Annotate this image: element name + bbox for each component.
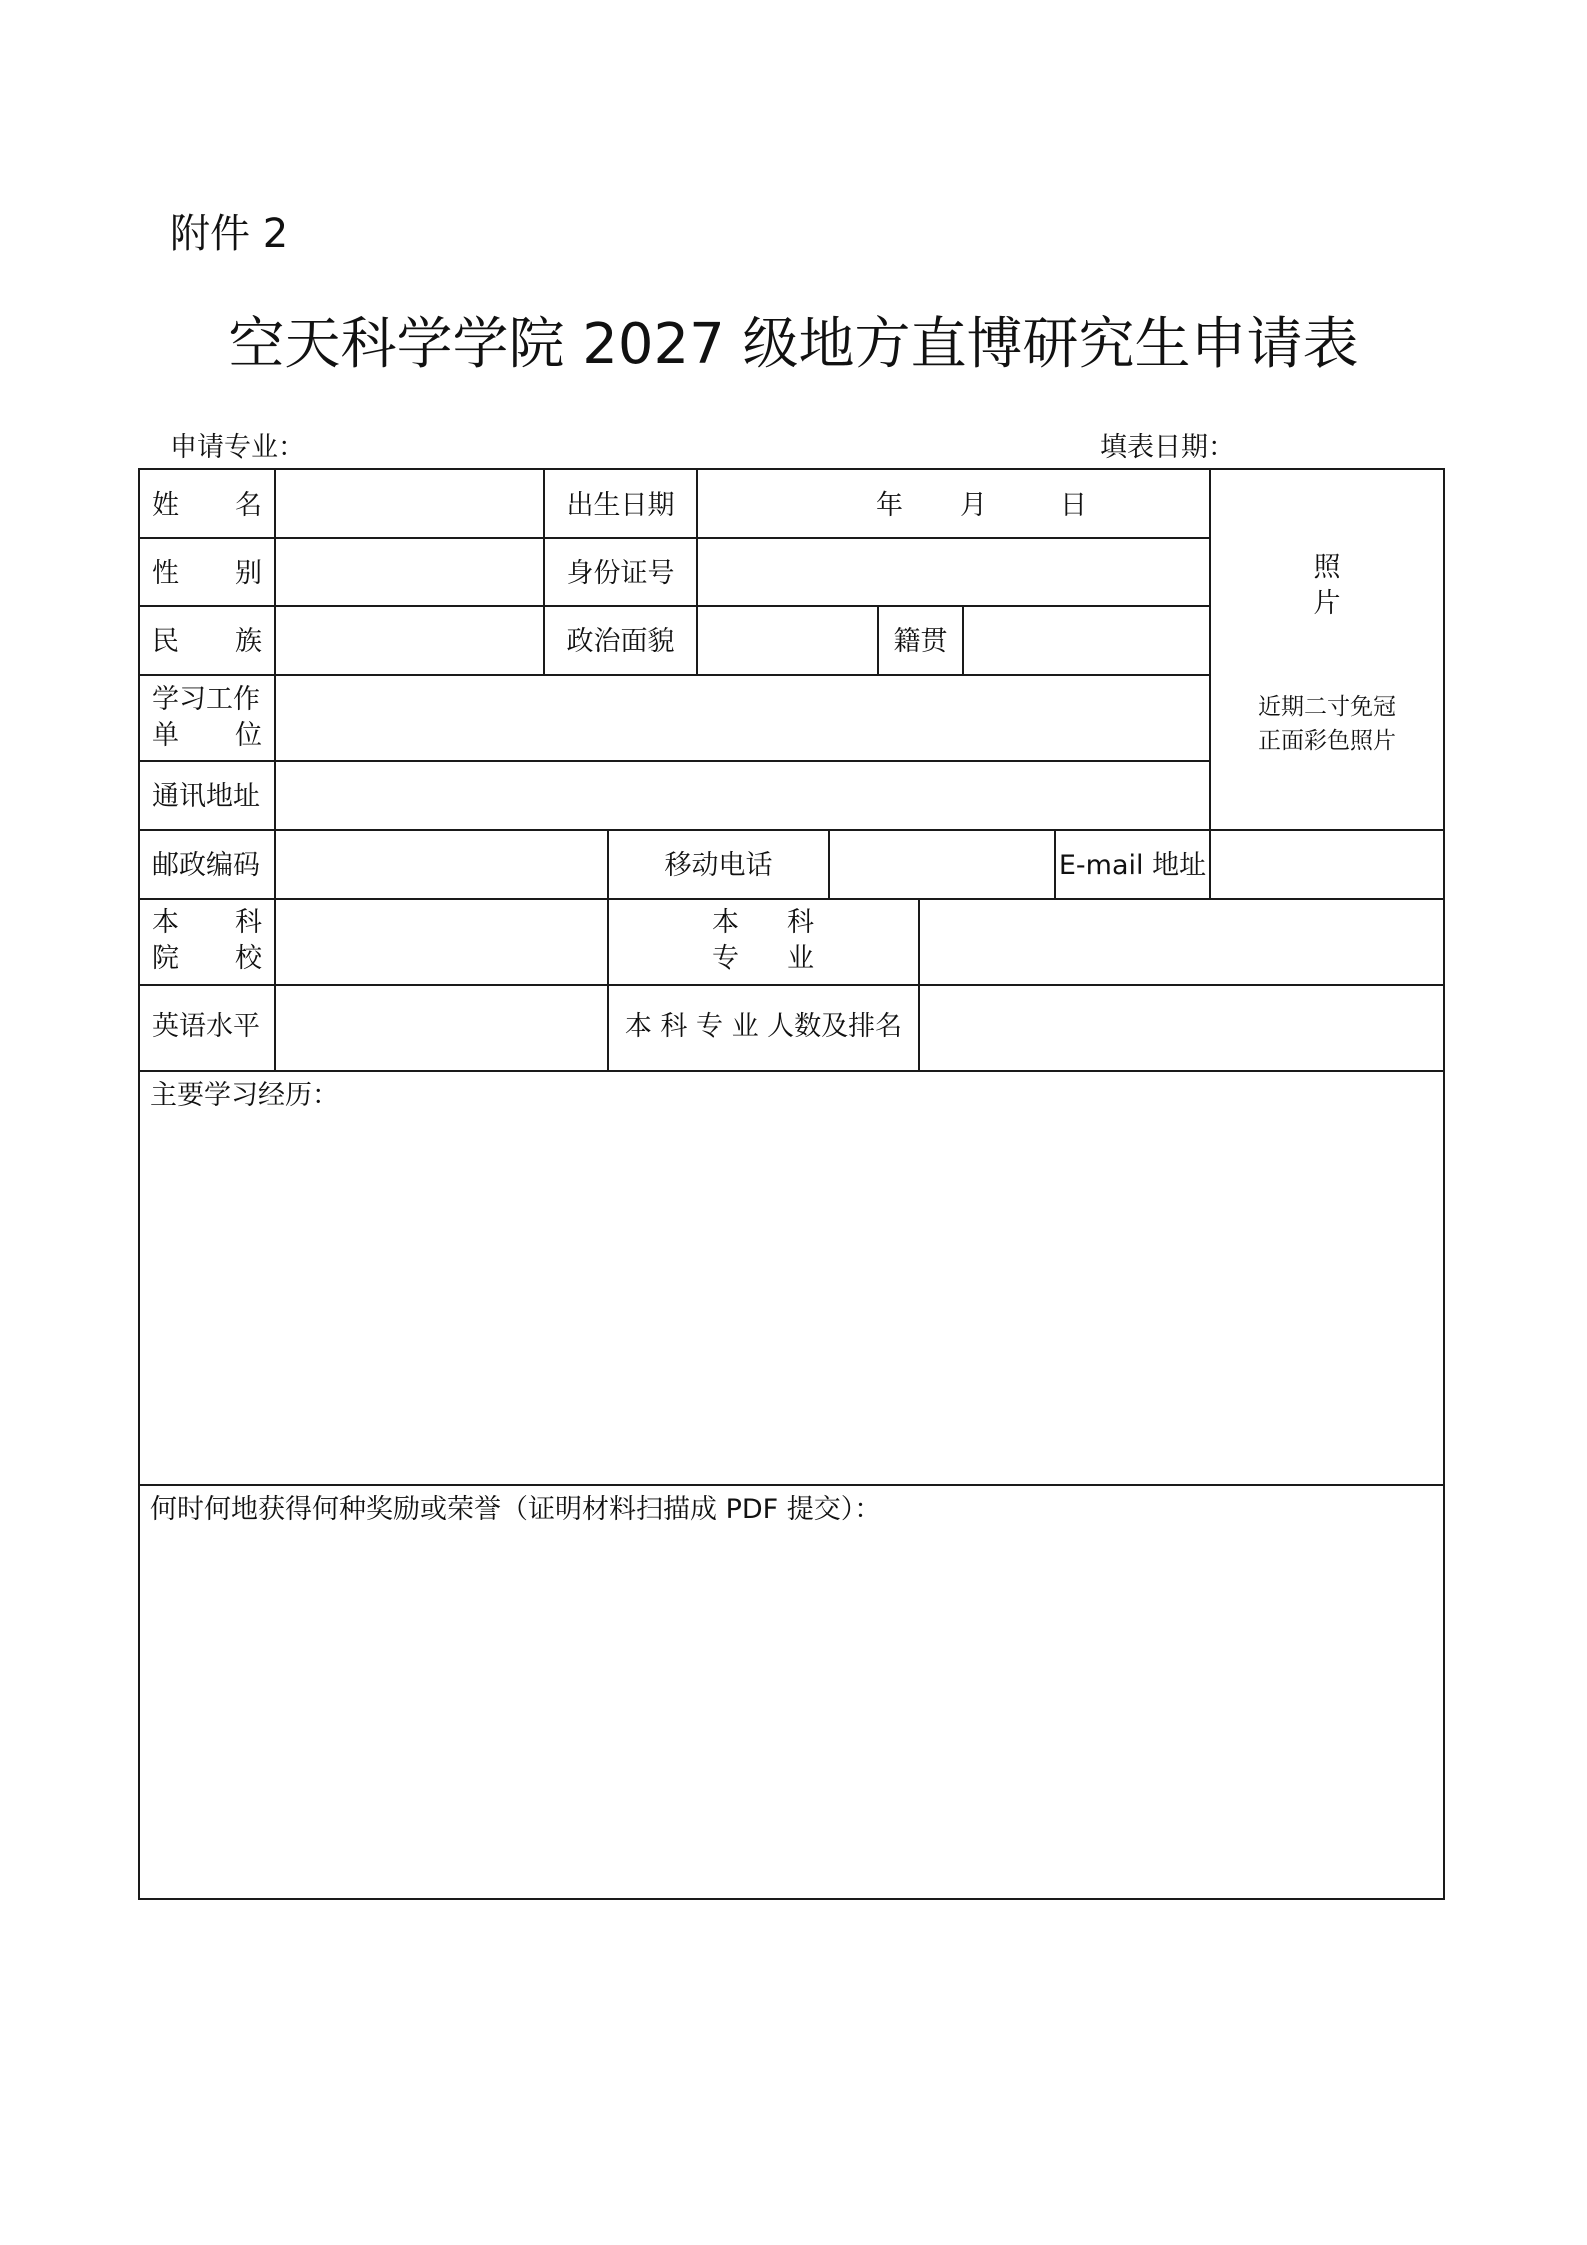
table-line — [138, 1070, 1445, 1072]
ethnicity-label: 民 族 — [152, 626, 262, 657]
ethnicity-field[interactable] — [276, 607, 543, 674]
workplace-field[interactable] — [276, 676, 1209, 760]
major-ranking-field[interactable] — [920, 986, 1443, 1070]
ug-major-label: 本 科 专 业 — [712, 907, 814, 974]
native-place-label: 籍贯 — [893, 626, 948, 657]
mobile-field[interactable] — [830, 831, 1054, 898]
date-month-label: 月 — [960, 490, 987, 521]
political-status-label: 政治面貌 — [566, 626, 675, 657]
english-level-field[interactable] — [276, 986, 607, 1070]
email-field[interactable] — [1211, 831, 1443, 898]
gender-label: 性 别 — [152, 558, 262, 589]
ug-school-field[interactable] — [276, 900, 607, 984]
email-label: E-mail 地址 — [1058, 850, 1207, 881]
study-history-label: 主要学习经历： — [150, 1080, 339, 1111]
date-day-label: 日 — [1060, 490, 1087, 521]
table-line — [138, 1898, 1445, 1900]
address-label: 通讯地址 — [152, 781, 260, 812]
birth-date-label: 出生日期 — [566, 490, 675, 521]
ug-school-label: 本 科 院 校 — [152, 907, 262, 974]
photo-placeholder: 照 片 — [1313, 552, 1341, 619]
ug-major-field[interactable] — [920, 900, 1443, 984]
name-field[interactable] — [276, 470, 543, 537]
apply-major-label: 申请专业： — [170, 432, 305, 463]
study-history-field[interactable] — [140, 1120, 1442, 1482]
address-field[interactable] — [276, 762, 1209, 829]
page-title: 空天科学学院 2027 级地方直博研究生申请表 — [228, 312, 1359, 377]
attachment-label: 附件 2 — [170, 211, 289, 257]
name-label: 姓 名 — [152, 490, 262, 521]
gender-field[interactable] — [276, 539, 543, 605]
postal-code-label: 邮政编码 — [152, 850, 260, 881]
awards-field[interactable] — [140, 1535, 1442, 1896]
birth-date-field[interactable] — [698, 470, 1209, 537]
political-status-field[interactable] — [698, 607, 877, 674]
postal-code-field[interactable] — [276, 831, 607, 898]
id-number-field[interactable] — [698, 539, 1209, 605]
photo-note: 近期二寸免冠 正面彩色照片 — [1258, 694, 1396, 754]
fill-date-label: 填表日期： — [1100, 432, 1235, 463]
major-ranking-label: 本 科 专 业 人数及排名 — [624, 1011, 903, 1042]
workplace-label: 学习工作 单 位 — [152, 684, 262, 751]
id-number-label: 身份证号 — [566, 558, 675, 589]
mobile-label: 移动电话 — [664, 850, 773, 881]
awards-label: 何时何地获得何种奖励或荣誉（证明材料扫描成 PDF 提交）： — [150, 1494, 882, 1525]
table-line — [1443, 468, 1445, 1900]
date-year-label: 年 — [876, 490, 903, 521]
english-level-label: 英语水平 — [152, 1011, 260, 1042]
native-place-field[interactable] — [964, 607, 1209, 674]
table-line — [138, 1484, 1445, 1486]
